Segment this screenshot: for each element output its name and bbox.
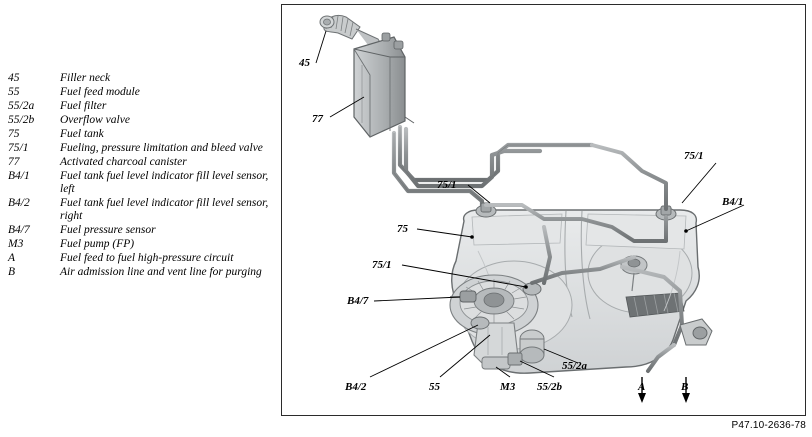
- callout-b: B: [681, 381, 689, 393]
- callout-m3: M3: [500, 381, 516, 393]
- legend-key: 55/2b: [8, 114, 35, 126]
- legend-key: 77: [8, 156, 20, 168]
- callout-55-2b: 55/2b: [537, 381, 563, 393]
- legend-key: 55/2a: [8, 100, 35, 112]
- list-item: [8, 72, 270, 85]
- legend-key: 75/1: [8, 142, 29, 154]
- legend-description: Filler neck: [60, 72, 111, 84]
- callout-75-1-left: 75/1: [372, 259, 392, 271]
- list-item: [8, 170, 270, 196]
- fuel-system-drawing: [282, 5, 805, 415]
- callout-55-2a: 55/2a: [562, 360, 588, 372]
- callout-55: 55: [429, 381, 440, 393]
- fuel-system-illustration: [281, 4, 806, 416]
- legend-description: Fuel feed module: [60, 86, 140, 98]
- legend-description: Fuel feed to fuel high-pressure circuit: [60, 252, 234, 264]
- list-item: [8, 114, 270, 127]
- list-item: [8, 156, 270, 169]
- legend-description: Air admission line and vent line for purging: [60, 266, 262, 278]
- callout-75-1-top-left: 75/1: [437, 179, 457, 191]
- callout-45: 45: [299, 57, 310, 69]
- list-item: [8, 142, 270, 155]
- legend-description: Fuel filter: [60, 100, 107, 112]
- callout-77: 77: [312, 113, 323, 125]
- list-item: [8, 224, 270, 237]
- list-item: [8, 86, 270, 99]
- legend-key: M3: [8, 238, 24, 250]
- callout-a: A: [638, 381, 646, 393]
- callout-75-1-top-right: 75/1: [684, 150, 704, 162]
- callout-b4-2: B4/2: [345, 381, 367, 393]
- legend-description: Fuel tank fuel level indicator fill level sensor, left: [60, 170, 269, 195]
- legend-description: Fuel pressure sensor: [60, 224, 156, 236]
- figure-id: P47.10-2636-78: [731, 420, 806, 431]
- legend-description: Fuel tank fuel level indicator fill level sensor, right: [60, 197, 269, 222]
- legend-key: 55: [8, 86, 20, 98]
- legend-key: 75: [8, 128, 20, 140]
- list-item: [8, 252, 270, 265]
- list-item: [8, 100, 270, 113]
- list-item: [8, 128, 270, 141]
- legend-list: [8, 72, 270, 280]
- legend-description: Fueling, pressure limitation and bleed valve: [60, 142, 263, 154]
- callout-b4-1: B4/1: [722, 196, 744, 208]
- vent-line-group: [394, 127, 592, 213]
- legend-description: Fuel pump (FP): [60, 238, 135, 250]
- callout-b4-7: B4/7: [347, 295, 369, 307]
- list-item: [8, 238, 270, 251]
- list-item: [8, 266, 270, 279]
- legend-key: 45: [8, 72, 20, 84]
- list-item: [8, 197, 270, 223]
- legend-key: B: [8, 266, 16, 278]
- legend-description: Overflow valve: [60, 114, 130, 126]
- legend-key: A: [8, 252, 16, 264]
- legend-key: B4/2: [8, 197, 30, 209]
- legend-description: Activated charcoal canister: [60, 156, 187, 168]
- legend-description: Fuel tank: [60, 128, 104, 140]
- legend-key: B4/7: [8, 224, 30, 236]
- charcoal-canister: [354, 33, 414, 137]
- legend-key: B4/1: [8, 170, 30, 182]
- callout-75: 75: [397, 223, 408, 235]
